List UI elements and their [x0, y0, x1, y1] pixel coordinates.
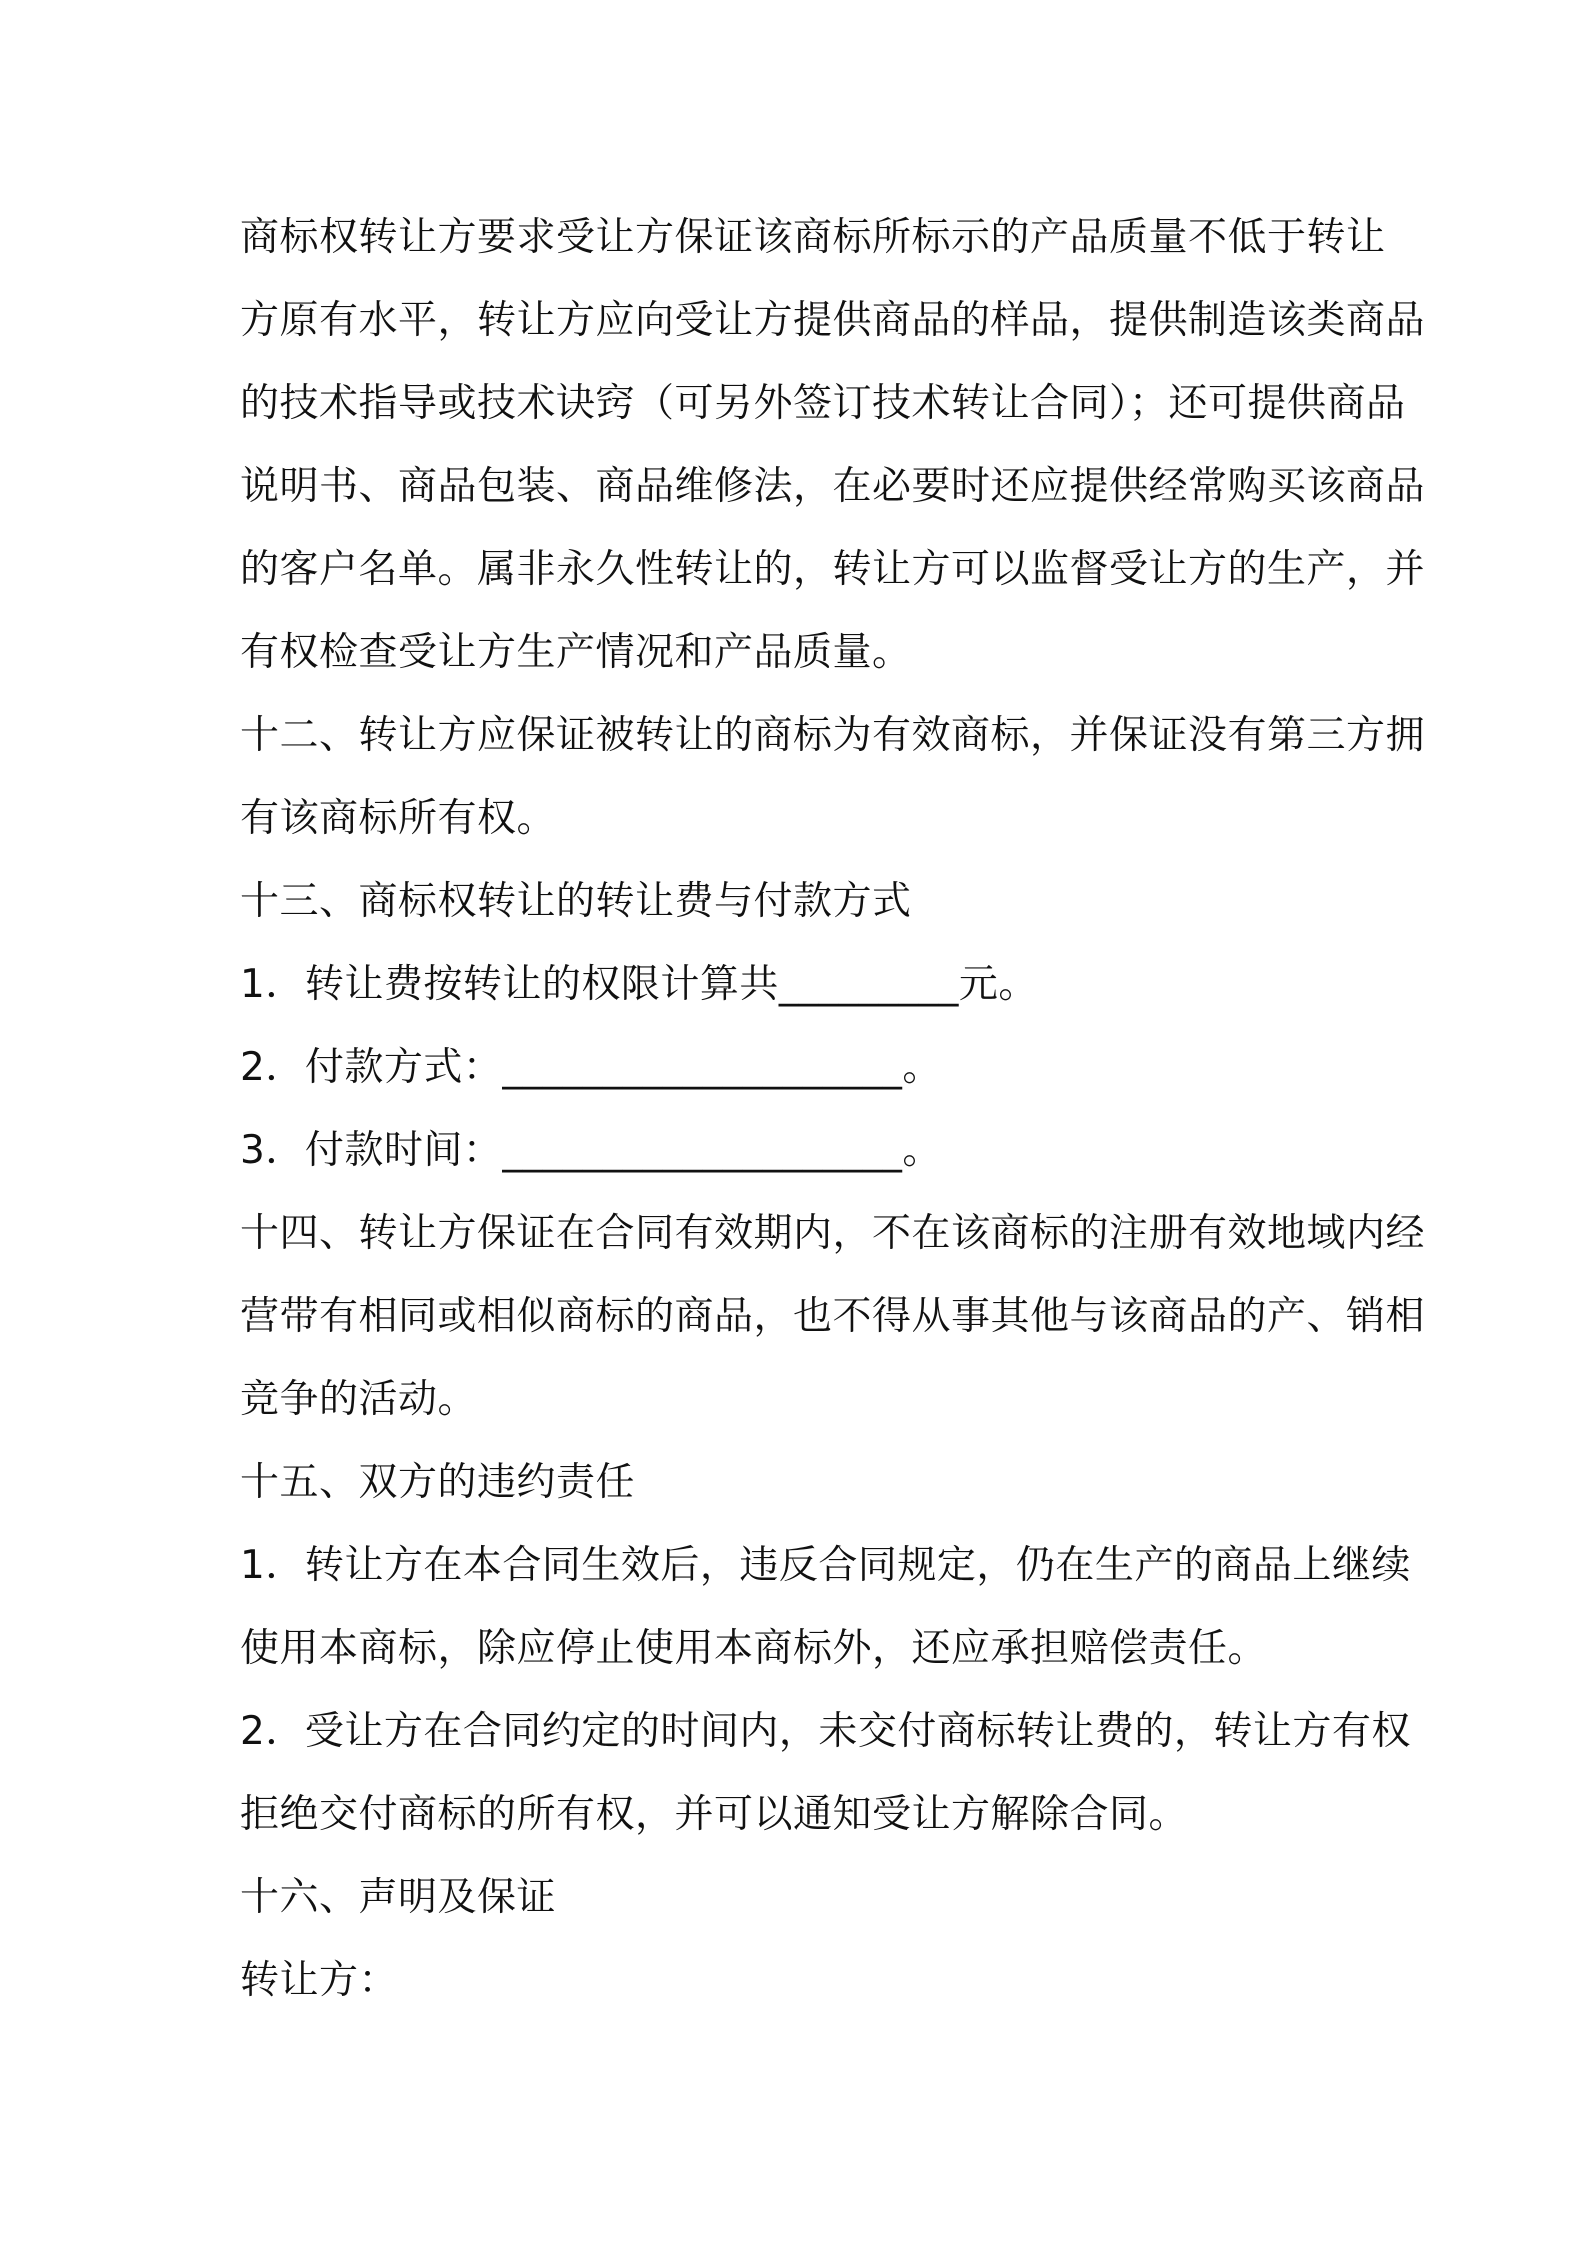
text-line: 有该商标所有权。	[240, 796, 557, 841]
payment-time-item: 3．付款时间：____________________。	[240, 1128, 942, 1173]
breach-item-1: 1．转让方在本合同生效后，违反合同规定，仍在生产的商品上继续	[240, 1543, 1411, 1588]
transfer-fee-item: 1．转让费按转让的权限计算共_________元。	[240, 962, 1038, 1007]
breach-item-2: 2．受让方在合同约定的时间内，未交付商标转让费的，转让方有权	[240, 1709, 1411, 1754]
text-line: 商标权转让方要求受让方保证该商标所标示的产品质量不低于转让	[240, 215, 1386, 260]
text-line: 说明书、商品包装、商品维修法，在必要时还应提供经常购买该商品	[240, 464, 1426, 509]
text-line: 竞争的活动。	[240, 1377, 478, 1422]
document-page	[240, 196, 1426, 2022]
section-heading-15: 十五、双方的违约责任	[240, 1460, 636, 1505]
text-line: 的技术指导或技术诀窍（可另外签订技术转让合同）；还可提供商品	[240, 381, 1406, 426]
section-heading-16: 十六、声明及保证	[240, 1875, 557, 1920]
text-line: 拒绝交付商标的所有权，并可以通知受让方解除合同。	[240, 1792, 1189, 1837]
text-line: 使用本商标，除应停止使用本商标外，还应承担赔偿责任。	[240, 1626, 1268, 1671]
text-line: 有权检查受让方生产情况和产品质量。	[240, 630, 912, 675]
section-heading-13: 十三、商标权转让的转让费与付款方式	[240, 879, 912, 924]
text-line: 方原有水平，转让方应向受让方提供商品的样品，提供制造该类商品	[240, 298, 1426, 343]
payment-method-item: 2．付款方式：____________________。	[240, 1045, 942, 1090]
transferor-label: 转让方：	[240, 1958, 399, 2003]
section-heading-12: 十二、转让方应保证被转让的商标为有效商标，并保证没有第三方拥	[240, 713, 1426, 758]
text-line: 的客户名单。属非永久性转让的，转让方可以监督受让方的生产，并	[240, 547, 1426, 592]
text-line: 营带有相同或相似商标的商品，也不得从事其他与该商品的产、销相	[240, 1294, 1426, 1339]
section-heading-14: 十四、转让方保证在合同有效期内，不在该商标的注册有效地域内经	[240, 1211, 1426, 1256]
